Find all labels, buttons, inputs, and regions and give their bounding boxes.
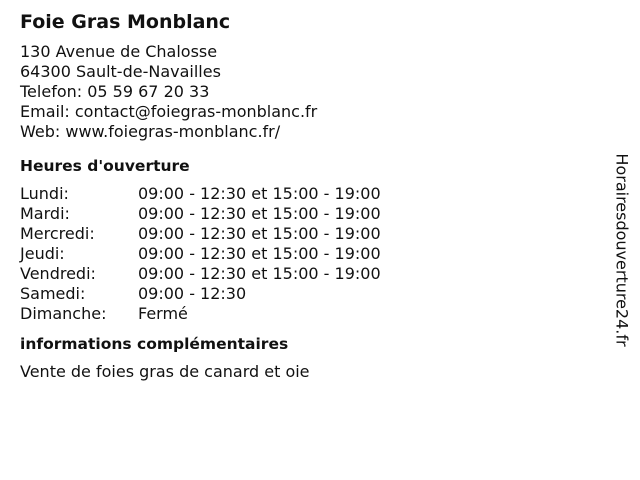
day-label: Vendredi: <box>20 264 96 283</box>
day-hours: 09:00 - 12:30 et 15:00 - 19:00 <box>138 264 381 283</box>
day-hours: 09:00 - 12:30 et 15:00 - 19:00 <box>138 224 381 243</box>
day-label: Dimanche: <box>20 304 107 323</box>
day-hours: 09:00 - 12:30 et 15:00 - 19:00 <box>138 204 381 223</box>
day-hours: Fermé <box>138 304 188 323</box>
contact-block <box>20 42 600 142</box>
address-line-2: 64300 Sault-de-Navailles <box>20 62 221 81</box>
hours-row-friday <box>20 264 600 284</box>
opening-hours-table <box>20 184 600 324</box>
day-hours: 09:00 - 12:30 et 15:00 - 19:00 <box>138 244 381 263</box>
business-name: Foie Gras Monblanc <box>20 11 231 33</box>
day-hours: 09:00 - 12:30 <box>138 284 247 303</box>
day-label: Mardi: <box>20 204 70 223</box>
hours-row-saturday <box>20 284 600 304</box>
brand-watermark: Horairesdouverture24.fr <box>612 153 632 347</box>
website-link[interactable]: Web: www.foiegras-monblanc.fr/ <box>20 122 281 141</box>
day-label: Jeudi: <box>20 244 65 263</box>
day-label: Mercredi: <box>20 224 95 243</box>
hours-row-monday <box>20 184 600 204</box>
business-card <box>20 10 600 382</box>
opening-hours-heading: Heures d'ouverture <box>20 157 190 175</box>
hours-row-sunday <box>20 304 600 324</box>
day-label: Lundi: <box>20 184 69 203</box>
day-label: Samedi: <box>20 284 86 303</box>
phone-number[interactable]: Telefon: 05 59 67 20 33 <box>20 82 210 101</box>
email-address[interactable]: Email: contact@foiegras-monblanc.fr <box>20 102 318 121</box>
hours-row-tuesday <box>20 204 600 224</box>
address-line-1: 130 Avenue de Chalosse <box>20 42 218 61</box>
additional-info-heading: informations complémentaires <box>20 335 289 353</box>
hours-row-thursday <box>20 244 600 264</box>
day-hours: 09:00 - 12:30 et 15:00 - 19:00 <box>138 184 381 203</box>
additional-info-text: Vente de foies gras de canard et oie <box>20 362 310 381</box>
hours-row-wednesday <box>20 224 600 244</box>
